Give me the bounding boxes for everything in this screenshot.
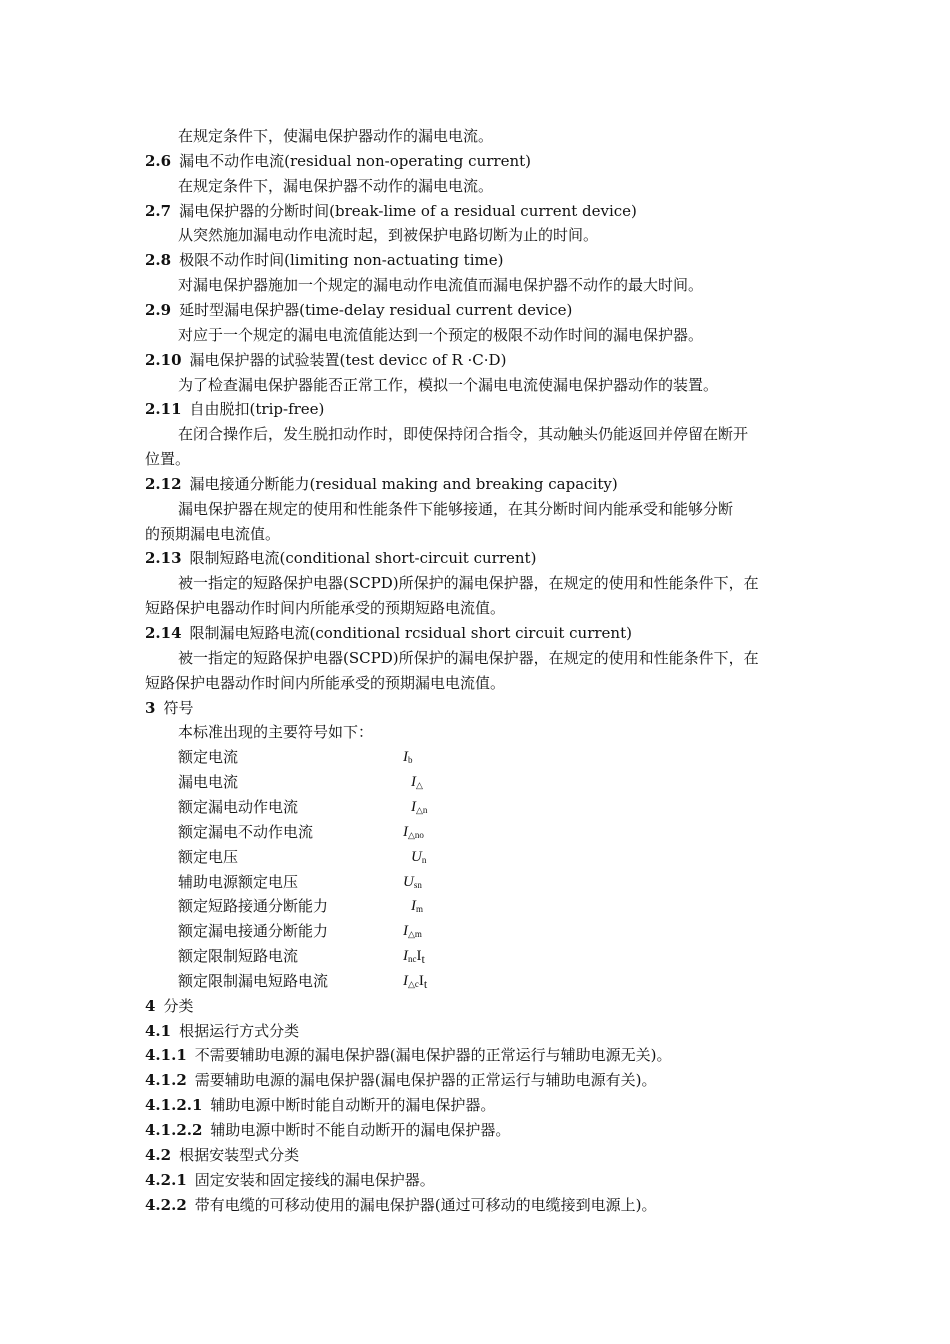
symbol-value [411,896,423,916]
section-heading [145,300,572,320]
symbol-name: 额定短路接通分断能力 [178,897,329,916]
section-heading [145,151,531,171]
symbol-name: 额定漏电动作电流 [178,797,299,816]
line-text: 漏电保护器的分断时间(break-lime of a residual current device) [179,201,637,220]
symbol-main: I [411,798,416,815]
paragraph-line [145,449,190,469]
paragraph-line [178,225,598,245]
classification-item [145,1070,656,1090]
section-number: 2.8 [145,251,172,270]
section-heading [145,350,506,370]
symbol-value [411,797,427,817]
section-number: 2.14 [145,624,182,642]
classification-item [145,1195,656,1215]
symbol-subscript: b [408,755,413,766]
symbol-value [403,747,413,767]
line-text: 需要辅助电源的漏电保护器(漏电保护器的正常运行与辅助电源有关)。 [194,1071,657,1090]
section-number: 4.1.2 [145,1071,187,1090]
line-text: 的预期漏电电流值。 [145,524,281,543]
paragraph-line [145,598,505,618]
line-text: 延时型漏电保护器(time-delay residual current device) [179,300,573,319]
line-text: 为了检查漏电保护器能否正常工作，模拟一个漏电电流使漏电保护器动作的装置。 [178,375,719,394]
symbol-subscript: △n [416,804,428,815]
section-heading [145,548,536,568]
line-text: 漏电保护器的试验装置(test devicc of R ·C·D) [189,350,507,369]
line-text: 对漏电保护器施加一个规定的漏电动作电流值而漏电保护器不动作的最大时间。 [178,276,704,295]
symbol-main: I [403,823,408,840]
symbol-subscript: m [416,904,424,915]
symbol-value [411,847,426,867]
symbol-name: 额定漏电接通分断能力 [178,922,329,941]
classification-item [145,1145,299,1165]
paragraph-line [145,673,505,693]
symbol-name: 额定电压 [178,847,239,866]
line-text: 短路保护电器动作时间内所能承受的预期漏电电流值。 [145,673,506,692]
line-text: 被一指定的短路保护电器(SCPD)所保护的漏电保护器，在规定的使用和性能条件下，在 [178,574,759,593]
section-heading [145,623,632,643]
symbol-subscript: nc [408,954,417,965]
classification-item [145,1120,510,1140]
symbol-value [403,921,422,941]
symbol-subscript: △ [416,780,423,791]
line-text: 辅助电源中断时不能自动断开的漏电保护器。 [210,1121,511,1139]
symbol-main: I [411,898,416,915]
line-text: 限制漏电短路电流(conditional rcsidual short circuit current) [189,624,632,642]
symbol-tail: I [416,948,422,965]
line-text: 漏电接通分断能力(residual making and breaking capacity) [189,474,618,493]
symbol-name: 额定电流 [178,748,239,767]
classification-item [145,1170,435,1190]
paragraph-line [178,275,703,295]
classification-item [145,1021,299,1041]
symbol-subscript: sn [413,879,422,890]
section-number: 2.7 [145,201,172,220]
symbol-name: 漏电电流 [178,773,239,792]
symbol-value [403,822,424,842]
paragraph-line [178,375,718,395]
line-text: 本标准出现的主要符号如下： [178,723,374,742]
line-text: 固定安装和固定接线的漏电保护器。 [194,1170,435,1189]
paragraph-line [178,722,373,742]
symbol-subscript: n [421,854,427,865]
symbol-value [403,971,427,991]
classification-item [145,996,193,1016]
section-heading [145,474,618,494]
symbol-name: 额定限制短路电流 [178,947,299,966]
symbol-main: I [403,923,408,940]
line-text: 分类 [163,996,194,1015]
section-number: 2.6 [145,151,172,170]
section-number: 2.12 [145,474,182,493]
section-heading [145,698,193,718]
section-heading [145,250,503,270]
symbol-main: I [403,972,408,989]
paragraph-line [145,524,280,544]
section-heading [145,399,324,419]
line-text: 从突然施加漏电动作电流时起，到被保护电路切断为止的时间。 [178,226,599,245]
paragraph-line [178,424,748,444]
section-number: 4.1.2.1 [145,1096,203,1115]
line-text: 符号 [163,698,194,717]
section-number: 4.2 [145,1145,172,1164]
symbol-subscript: △c [408,978,419,989]
section-number: 4 [145,996,156,1015]
symbol-tail: I [418,972,424,989]
classification-item [145,1045,671,1065]
section-number: 2.10 [145,350,182,369]
line-text: 在规定条件下，使漏电保护器动作的漏电电流。 [178,127,494,145]
line-text: 短路保护电器动作时间内所能承受的预期短路电流值。 [145,599,506,618]
section-number: 2.13 [145,549,182,568]
section-number: 4.2.1 [145,1170,187,1189]
paragraph-line [178,499,733,519]
line-text: 限制短路电流(conditional short-circuit current) [189,549,537,568]
line-text: 根据安装型式分类 [179,1145,300,1164]
line-text: 漏电不动作电流(residual non-operating current) [179,151,531,170]
symbol-tail-subscript: t [423,976,428,991]
symbol-subscript: △no [408,829,424,840]
line-text: 漏电保护器在规定的使用和性能条件下能够接通，在其分断时间内能承受和能够分断 [178,499,734,518]
line-text: 极限不动作时间(limiting non-actuating time) [179,251,504,270]
symbol-value [403,872,422,892]
paragraph-line [178,126,493,146]
symbol-main: U [403,873,414,890]
line-text: 根据运行方式分类 [179,1021,300,1040]
section-number: 4.2.2 [145,1195,187,1214]
line-text: 位置。 [145,450,191,469]
symbol-value [411,772,423,792]
line-text: 自由脱扣(trip-free) [189,400,325,419]
symbol-main: I [411,774,416,791]
line-text: 在规定条件下，漏电保护器不动作的漏电电流。 [178,176,494,195]
section-number: 4.1.2.2 [145,1121,203,1139]
paragraph-line [178,176,493,196]
section-number: 2.11 [145,400,182,419]
paragraph-line [178,648,759,668]
symbol-subscript: △m [408,929,422,940]
section-number: 2.9 [145,300,172,319]
section-heading [145,201,637,221]
symbol-name: 额定漏电不动作电流 [178,822,314,841]
symbol-value [403,946,425,966]
symbol-tail-subscript: t [421,952,425,967]
paragraph-line [178,573,759,593]
symbol-main: U [411,848,422,865]
symbol-name: 额定限制漏电短路电流 [178,971,329,990]
symbol-name: 辅助电源额定电压 [178,872,299,891]
paragraph-line [178,325,703,345]
line-text: 对应于一个规定的漏电电流值能达到一个预定的极限不动作时间的漏电保护器。 [178,325,704,344]
line-text: 辅助电源中断时能自动断开的漏电保护器。 [210,1096,496,1115]
section-number: 4.1 [145,1021,172,1040]
section-number: 3 [145,698,156,717]
line-text: 带有电缆的可移动使用的漏电保护器(通过可移动的电缆接到电源上)。 [194,1195,657,1214]
line-text: 在闭合操作后，发生脱扣动作时，即使保持闭合指令，其动触头仍能返回并停留在断开 [178,425,749,444]
line-text: 不需要辅助电源的漏电保护器(漏电保护器的正常运行与辅助电源无关)。 [194,1046,672,1065]
line-text: 被一指定的短路保护电器(SCPD)所保护的漏电保护器，在规定的使用和性能条件下，在 [178,648,759,667]
symbol-main: I [403,948,408,965]
classification-item [145,1095,495,1115]
section-number: 4.1.1 [145,1046,187,1065]
symbol-main: I [403,749,408,766]
